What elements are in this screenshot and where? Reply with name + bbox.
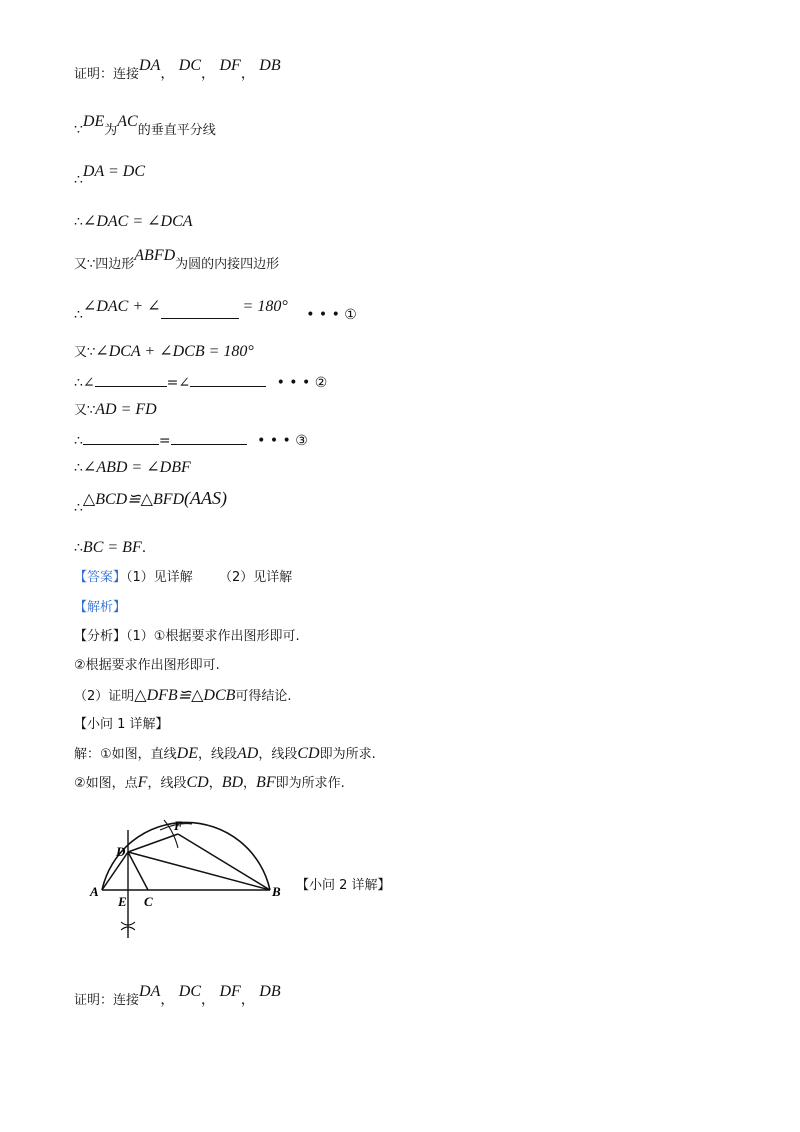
answer-blank[interactable] xyxy=(161,304,239,319)
proof-intro-line: 证明：连接DA， DC， DF， DB xyxy=(74,57,281,82)
angle-abd-line: ∴∠ABD = ∠DBF xyxy=(74,459,191,476)
solution-line-2: ②如图，点F，线段CD，BD，BF即为所求作. xyxy=(74,774,345,791)
answer-line: 【答案】（1）见详解 （2）见详解 xyxy=(74,570,293,585)
analysis-line-1: 【分析】（1）①根据要求作出图形即可. xyxy=(74,629,300,644)
conclusion-line: ∴BC = BF. xyxy=(74,539,147,556)
analysis-line-2: ②根据要求作出图形即可. xyxy=(74,658,220,673)
ad-equals-fd-line: 又∵AD = FD xyxy=(74,401,157,418)
step-two-line: ∴∠ =∠ • • • ② xyxy=(74,372,327,393)
analysis-header: 【解析】 xyxy=(74,600,127,615)
label-f: F xyxy=(174,818,183,833)
answer-label: 【答案】 xyxy=(74,570,127,585)
supplementary-angles-line: 又∵∠DCA + ∠DCB = 180° xyxy=(74,343,254,360)
segment-db xyxy=(128,852,270,890)
perpendicular-bisector-line: ∵DE为AC的垂直平分线 xyxy=(74,113,216,138)
label-a: A xyxy=(90,884,99,899)
cyclic-quadrilateral-line: 又∵四边形ABFD为圆的内接四边形 xyxy=(74,247,280,272)
proof-intro-line-repeat: 证明：连接DA， DC， DF， DB xyxy=(74,983,281,1008)
segment-dc xyxy=(128,852,148,890)
label-b: B xyxy=(272,884,281,899)
angle-equality-line: ∴∠DAC = ∠DCA xyxy=(74,213,193,230)
label-c: C xyxy=(144,894,153,909)
step-one-line: ∴∠DAC + ∠ = 180° • • • ① xyxy=(74,298,357,323)
congruence-line: ∴△BCD≌△BFD(AAS) xyxy=(74,488,228,516)
da-equals-dc-line: ∴DA = DC xyxy=(74,163,145,188)
solution-line-1: 解：①如图，直线DE，线段AD，线段CD即为所求. xyxy=(74,745,376,762)
geometry-figure xyxy=(88,818,288,946)
subquestion-1-header: 【小问 1 详解】 xyxy=(74,717,169,732)
answer-blank[interactable] xyxy=(171,430,247,445)
segment-fb xyxy=(178,834,270,890)
circle-arc xyxy=(102,822,270,890)
answer-blank[interactable] xyxy=(83,430,159,445)
label-d: D xyxy=(116,844,126,859)
answer-blank[interactable] xyxy=(190,372,266,387)
label-e: E xyxy=(118,894,127,909)
analysis-line-3: （2）证明△DFB≌△DCB可得结论. xyxy=(74,687,292,704)
subquestion-2-header: 【小问 2 详解】 xyxy=(296,878,391,893)
segment-df xyxy=(128,834,178,852)
answer-blank[interactable] xyxy=(95,372,167,387)
step-three-line: ∴ = • • • ③ xyxy=(74,430,308,451)
